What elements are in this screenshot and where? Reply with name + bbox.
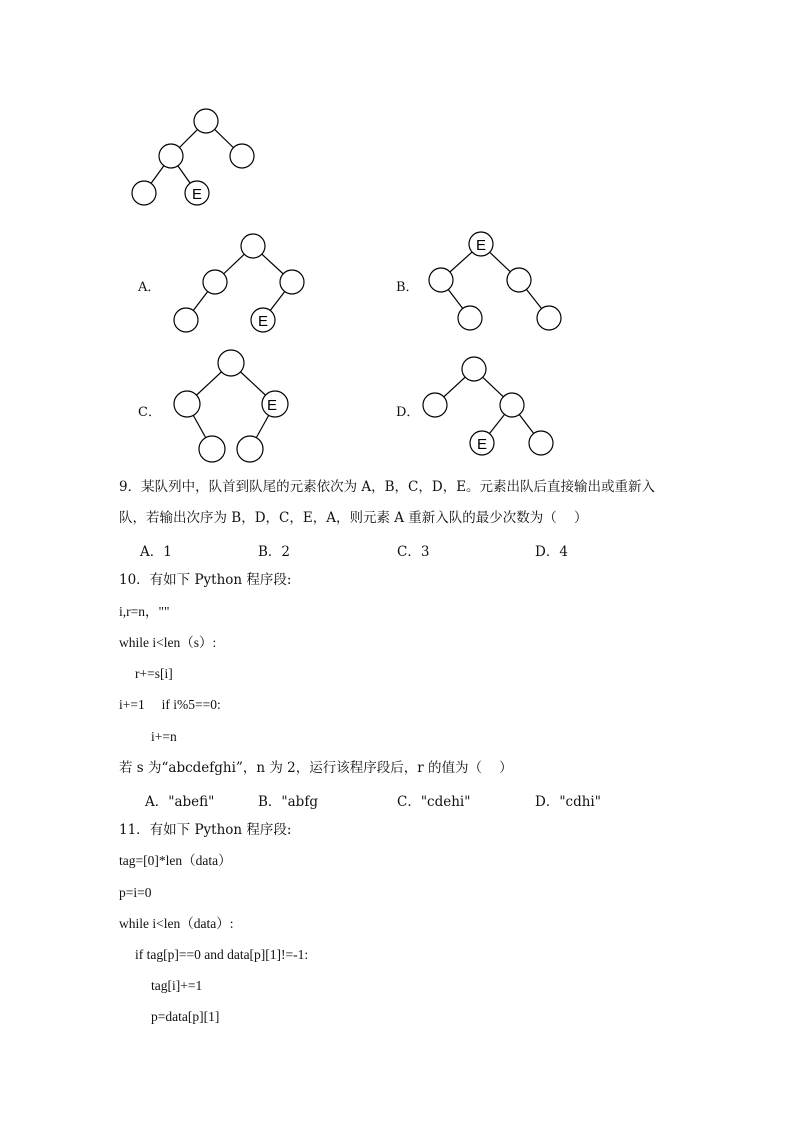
tree-node: [159, 144, 183, 168]
q10-code-line: i+=n: [151, 729, 177, 744]
node-label-e: E: [267, 397, 278, 414]
q10-choice-d: D．"cdhi": [535, 794, 601, 810]
node-label-e: E: [476, 237, 487, 254]
option-d-label: D．: [396, 405, 420, 420]
q10-choice-a: A．"abefi": [145, 794, 215, 810]
q11-code-line: p=data[p][1]: [151, 1009, 220, 1024]
tree-node: [194, 109, 218, 133]
q11-code-line: tag[i]+=1: [151, 978, 203, 993]
tree-node: [132, 181, 156, 205]
option-b-label: B．: [396, 280, 419, 295]
q9-stem-line1: 9．某队列中，队首到队尾的元素依次为 A，B，C，D，E。元素出队后直接输出或重新入: [119, 479, 656, 495]
q11-code-line: tag=[0]*len（data）: [119, 853, 232, 868]
q10-question: 若 s 为“abcdefghi”，n 为 2，运行该程序段后，r 的值为（ ）: [119, 760, 513, 776]
q10-code-line: r+=s[i]: [135, 666, 173, 681]
q10-choice-c: C．"cdehi": [397, 794, 471, 810]
q10-choice-b: B．"abfg: [258, 794, 318, 810]
q11-code-line: while i<len（data）:: [119, 916, 234, 931]
q9-choice-d: D．4: [535, 544, 568, 560]
node-label-e: E: [477, 436, 488, 453]
q10-code-line: i,r=n，"": [119, 604, 170, 619]
q10-stem: 10．有如下 Python 程序段:: [119, 572, 292, 588]
q11-stem: 11．有如下 Python 程序段:: [119, 822, 292, 838]
node-label-e: E: [192, 186, 203, 203]
option-c-label: C．: [138, 405, 161, 420]
option-a-label: A．: [138, 280, 161, 295]
node-label-e: E: [258, 313, 269, 330]
option-b-tree: [420, 225, 580, 340]
q9-choice-c: C．3: [397, 544, 430, 560]
q10-code-line: while i<len（s）:: [119, 635, 217, 650]
q10-code-line: i+=1 if i%5==0:: [119, 697, 221, 712]
q11-code-line: p=i=0: [119, 885, 152, 900]
question-tree: [120, 100, 270, 215]
q11-code-line: if tag[p]==0 and data[p][1]!=-1:: [135, 947, 309, 962]
option-a-tree: [160, 225, 320, 340]
q9-stem-line2: 队，若输出次序为 B，D，C，E，A，则元素 A 重新入队的最少次数为（ ）: [119, 510, 588, 526]
q9-choice-b: B．2: [258, 544, 291, 560]
q9-choice-a: A．1: [140, 544, 172, 560]
option-c-tree: [165, 345, 305, 470]
option-d-tree: [415, 350, 565, 465]
tree-node: [230, 144, 254, 168]
